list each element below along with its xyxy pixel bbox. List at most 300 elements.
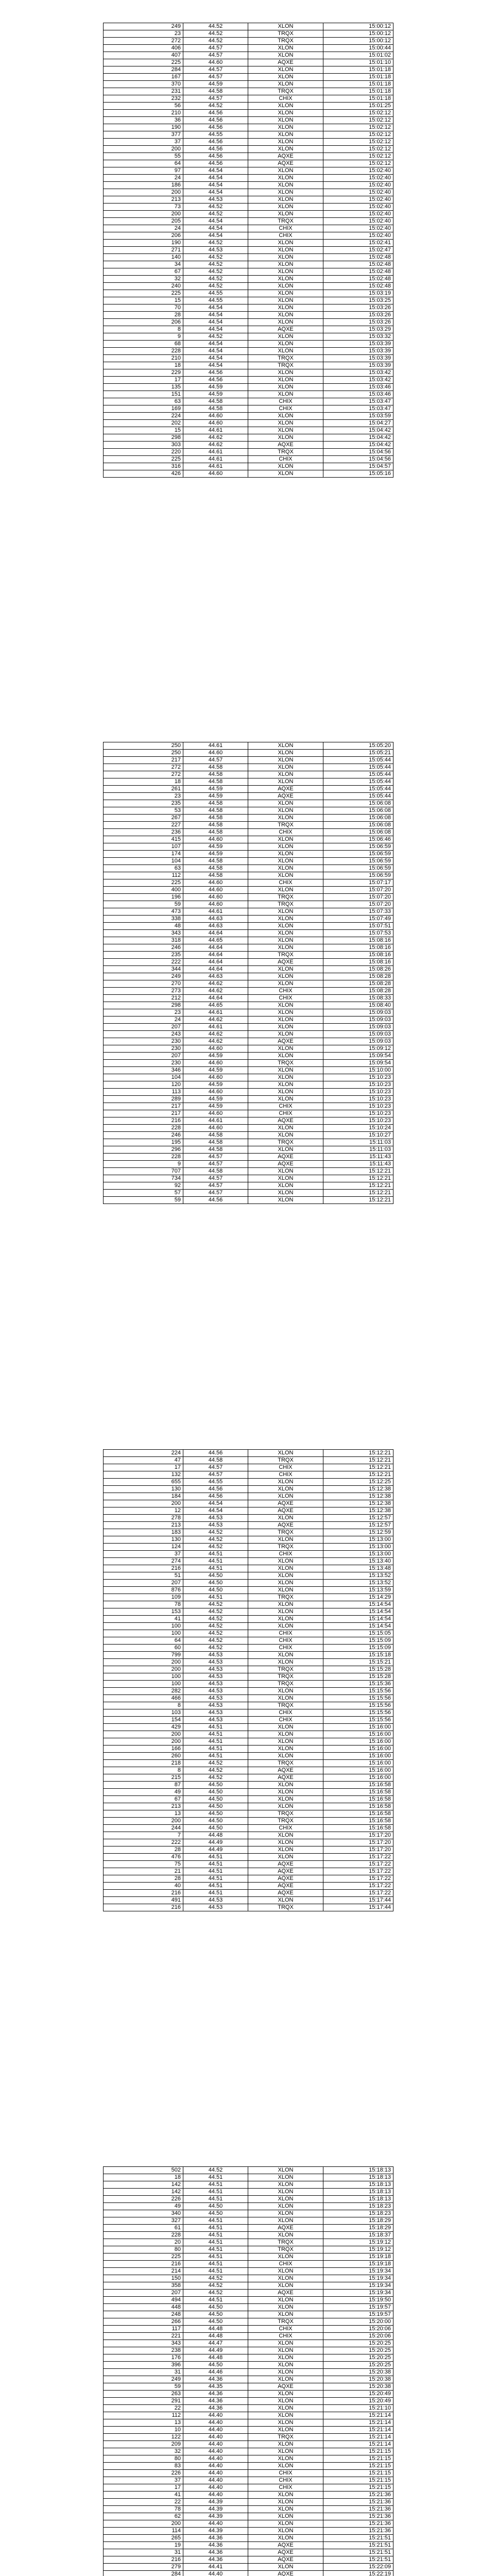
table-row <box>104 2340 393 2347</box>
time-cell: 15:21:14 <box>323 2434 393 2441</box>
table-row <box>104 1702 393 1709</box>
price-cell: 44.50 <box>183 2311 248 2318</box>
time-cell: 15:21:36 <box>323 2492 393 2499</box>
table-row <box>104 815 393 822</box>
time-cell: 15:20:38 <box>323 2369 393 2376</box>
volume-cell: 267 <box>104 815 183 822</box>
venue-cell: AQXE <box>248 1507 323 1515</box>
time-cell: 15:08:28 <box>323 973 393 980</box>
venue-cell: XLON <box>248 966 323 973</box>
volume-cell: 340 <box>104 2210 183 2217</box>
volume-cell: 62 <box>104 2513 183 2520</box>
volume-cell: 225 <box>104 879 183 887</box>
table-row <box>104 2391 393 2398</box>
table-row <box>104 2477 393 2484</box>
venue-cell: XLON <box>248 1009 323 1016</box>
volume-cell: 21 <box>104 1868 183 1875</box>
venue-cell: TRQX <box>248 894 323 901</box>
volume-cell: 8 <box>104 1767 183 1774</box>
venue-cell: XLON <box>248 2275 323 2282</box>
price-cell: 44.53 <box>183 1515 248 1522</box>
time-cell: 15:06:59 <box>323 843 393 851</box>
table-row <box>104 1536 393 1544</box>
time-cell: 15:20:49 <box>323 2398 393 2405</box>
price-cell: 44.51 <box>183 2297 248 2304</box>
volume-cell: 228 <box>104 348 183 355</box>
price-cell: 44.54 <box>183 355 248 362</box>
venue-cell: XLON <box>248 1587 323 1594</box>
price-cell: 44.51 <box>183 2239 248 2246</box>
venue-cell: XLON <box>248 1782 323 1789</box>
table-row <box>104 1818 393 1825</box>
volume-cell: 291 <box>104 2398 183 2405</box>
venue-cell: XLON <box>248 2419 323 2427</box>
time-cell: 15:10:23 <box>323 1074 393 1081</box>
table-row <box>104 851 393 858</box>
volume-cell: 270 <box>104 980 183 988</box>
venue-cell: AQXE <box>248 1890 323 1897</box>
volume-cell: 207 <box>104 1024 183 1031</box>
volume-cell: 200 <box>104 2520 183 2528</box>
table-row <box>104 2556 393 2564</box>
time-cell: 15:17:44 <box>323 1904 393 1911</box>
venue-cell: XLON <box>248 1125 323 1132</box>
time-cell: 15:15:21 <box>323 1659 393 1666</box>
venue-cell: AQXE <box>248 2383 323 2391</box>
table-row <box>104 1717 393 1724</box>
table-row <box>104 937 393 944</box>
venue-cell: XLON <box>248 1197 323 1204</box>
volume-cell: 31 <box>104 2549 183 2556</box>
time-cell: 15:15:36 <box>323 1681 393 1688</box>
time-cell: 15:05:44 <box>323 786 393 793</box>
price-cell: 44.56 <box>183 1197 248 1204</box>
table-row <box>104 377 393 384</box>
volume-cell: 343 <box>104 2340 183 2347</box>
table-row <box>104 1060 393 1067</box>
price-cell: 44.40 <box>183 2434 248 2441</box>
time-cell: 15:02:40 <box>323 175 393 182</box>
price-cell: 44.58 <box>183 1132 248 1139</box>
table-row <box>104 916 393 923</box>
table-row <box>104 1616 393 1623</box>
venue-cell: XLON <box>248 319 323 326</box>
time-cell: 15:04:42 <box>323 427 393 434</box>
table-row <box>104 771 393 778</box>
table-row <box>104 822 393 829</box>
price-cell: 44.58 <box>183 858 248 865</box>
price-cell: 44.57 <box>183 757 248 764</box>
table-row <box>104 1608 393 1616</box>
time-cell: 15:15:18 <box>323 1652 393 1659</box>
volume-cell: 246 <box>104 944 183 952</box>
volume-cell: 238 <box>104 2347 183 2354</box>
volume-cell: 235 <box>104 952 183 959</box>
venue-cell: XLON <box>248 167 323 175</box>
table-row <box>104 1479 393 1486</box>
time-cell: 15:02:48 <box>323 276 393 283</box>
time-cell: 15:10:23 <box>323 1103 393 1110</box>
price-cell: 44.56 <box>183 160 248 167</box>
venue-cell: AQXE <box>248 1868 323 1875</box>
time-cell: 15:03:42 <box>323 369 393 377</box>
volume-cell: 59 <box>104 1197 183 1204</box>
venue-cell: XLON <box>248 1731 323 1738</box>
venue-cell: CHIX <box>248 1645 323 1652</box>
volume-cell: 249 <box>104 23 183 30</box>
table-row <box>104 908 393 916</box>
price-cell: 44.57 <box>183 1471 248 1479</box>
price-cell: 44.56 <box>183 153 248 160</box>
venue-cell: XLON <box>248 764 323 771</box>
table-row <box>104 2506 393 2513</box>
time-cell: 15:15:56 <box>323 1702 393 1709</box>
price-cell: 44.58 <box>183 1139 248 1146</box>
price-cell: 44.54 <box>183 167 248 175</box>
venue-cell: TRQX <box>248 1810 323 1818</box>
table-row <box>104 1760 393 1767</box>
price-cell: 44.50 <box>183 2203 248 2210</box>
venue-cell: AQXE <box>248 59 323 66</box>
volume-cell: 218 <box>104 1760 183 1767</box>
time-cell: 15:06:08 <box>323 822 393 829</box>
venue-cell: XLON <box>248 1016 323 1024</box>
venue-cell: XLON <box>248 290 323 297</box>
venue-cell: XLON <box>248 2506 323 2513</box>
price-cell: 44.53 <box>183 1709 248 1717</box>
time-cell: 15:22:09 <box>323 2564 393 2571</box>
volume-cell: 225 <box>104 290 183 297</box>
price-cell: 44.56 <box>183 110 248 117</box>
time-cell: 15:16:58 <box>323 1818 393 1825</box>
venue-cell: XLON <box>248 1745 323 1753</box>
time-cell: 15:03:26 <box>323 319 393 326</box>
venue-cell: CHIX <box>248 1471 323 1479</box>
volume-cell: 32 <box>104 276 183 283</box>
price-cell: 44.58 <box>183 1168 248 1175</box>
table-row <box>104 1493 393 1500</box>
price-cell: 44.50 <box>183 1580 248 1587</box>
time-cell: 15:05:16 <box>323 470 393 478</box>
trades-table-body <box>104 1450 393 1911</box>
time-cell: 15:01:18 <box>323 66 393 74</box>
price-cell: 44.52 <box>183 1616 248 1623</box>
table-row <box>104 211 393 218</box>
volume-cell: 200 <box>104 189 183 196</box>
price-cell: 44.57 <box>183 1190 248 1197</box>
price-cell: 44.61 <box>183 1024 248 1031</box>
price-cell: 44.61 <box>183 449 248 456</box>
volume-cell: 17 <box>104 2484 183 2492</box>
table-row <box>104 2513 393 2520</box>
price-cell: 44.54 <box>183 218 248 225</box>
table-row <box>104 2304 393 2311</box>
table-row <box>104 2275 393 2282</box>
volume-cell: 221 <box>104 2333 183 2340</box>
table-row <box>104 110 393 117</box>
price-cell: 44.40 <box>183 2419 248 2427</box>
venue-cell: AQXE <box>248 160 323 167</box>
table-row <box>104 175 393 182</box>
venue-cell: TRQX <box>248 1760 323 1767</box>
volume-cell: 18 <box>104 2174 183 2181</box>
table-row <box>104 413 393 420</box>
time-cell: 15:01:02 <box>323 52 393 59</box>
price-cell: 44.50 <box>183 1810 248 1818</box>
venue-cell: XLON <box>248 341 323 348</box>
volume-cell: 200 <box>104 1738 183 1745</box>
table-row <box>104 800 393 807</box>
table-row <box>104 2549 393 2556</box>
venue-cell: XLON <box>248 261 323 268</box>
volume-cell: 343 <box>104 930 183 937</box>
volume-cell: 130 <box>104 1536 183 1544</box>
venue-cell: XLON <box>248 1854 323 1861</box>
venue-cell: XLON <box>248 420 323 427</box>
price-cell: 44.51 <box>183 1890 248 1897</box>
time-cell: 15:05:21 <box>323 750 393 757</box>
price-cell: 44.50 <box>183 1825 248 1832</box>
venue-cell: XLON <box>248 434 323 442</box>
time-cell: 15:14:54 <box>323 1616 393 1623</box>
venue-cell: XLON <box>248 1580 323 1587</box>
volume-cell: 205 <box>104 218 183 225</box>
table-row <box>104 1652 393 1659</box>
trades-table-body <box>104 2167 393 2576</box>
time-cell: 15:02:40 <box>323 211 393 218</box>
venue-cell: TRQX <box>248 2246 323 2253</box>
time-cell: 15:09:03 <box>323 1024 393 1031</box>
time-cell: 15:15:56 <box>323 1709 393 1717</box>
table-row <box>104 1738 393 1745</box>
volume-cell: 37 <box>104 2477 183 2484</box>
price-cell: 44.51 <box>183 2189 248 2196</box>
price-cell: 44.57 <box>183 45 248 52</box>
time-cell: 15:03:19 <box>323 290 393 297</box>
time-cell: 15:16:58 <box>323 1803 393 1810</box>
price-cell: 44.52 <box>183 1760 248 1767</box>
venue-cell: AQXE <box>248 2225 323 2232</box>
volume-cell: 316 <box>104 463 183 470</box>
venue-cell: CHIX <box>248 995 323 1002</box>
venue-cell: XLON <box>248 2196 323 2203</box>
venue-cell: XLON <box>248 304 323 312</box>
time-cell: 15:21:51 <box>323 2556 393 2564</box>
volume-cell: 212 <box>104 995 183 1002</box>
time-cell: 15:06:08 <box>323 800 393 807</box>
volume-cell: 169 <box>104 405 183 413</box>
volume-cell: 57 <box>104 1190 183 1197</box>
time-cell: 15:03:32 <box>323 333 393 341</box>
volume-cell: 23 <box>104 793 183 800</box>
venue-cell: XLON <box>248 204 323 211</box>
price-cell: 44.56 <box>183 377 248 384</box>
price-cell: 44.58 <box>183 771 248 778</box>
table-row <box>104 980 393 988</box>
price-cell: 44.61 <box>183 427 248 434</box>
time-cell: 15:21:15 <box>323 2463 393 2470</box>
time-cell: 15:12:25 <box>323 1479 393 1486</box>
volume-cell: 107 <box>104 843 183 851</box>
volume-cell: 40 <box>104 1883 183 1890</box>
time-cell: 15:02:40 <box>323 189 393 196</box>
table-row <box>104 1897 393 1904</box>
volume-cell: 15 <box>104 427 183 434</box>
price-cell: 44.58 <box>183 1457 248 1464</box>
time-cell: 15:19:57 <box>323 2311 393 2318</box>
price-cell: 44.53 <box>183 1904 248 1911</box>
venue-cell: XLON <box>248 369 323 377</box>
venue-cell: XLON <box>248 1190 323 1197</box>
price-cell: 44.53 <box>183 1897 248 1904</box>
time-cell: 15:09:12 <box>323 1045 393 1053</box>
time-cell: 15:03:39 <box>323 355 393 362</box>
volume-cell: 174 <box>104 851 183 858</box>
volume-cell: 246 <box>104 1132 183 1139</box>
venue-cell: TRQX <box>248 1702 323 1709</box>
venue-cell: TRQX <box>248 2239 323 2246</box>
venue-cell: XLON <box>248 800 323 807</box>
price-cell: 44.60 <box>183 1045 248 1053</box>
time-cell: 15:11:03 <box>323 1139 393 1146</box>
venue-cell: XLON <box>248 1053 323 1060</box>
price-cell: 44.54 <box>183 175 248 182</box>
volume-cell: 244 <box>104 1825 183 1832</box>
table-row <box>104 1673 393 1681</box>
volume-cell: 232 <box>104 95 183 103</box>
time-cell: 15:19:50 <box>323 2297 393 2304</box>
volume-cell: 200 <box>104 1666 183 1673</box>
volume-cell: 8 <box>104 1702 183 1709</box>
table-row <box>104 1623 393 1630</box>
table-row <box>104 449 393 456</box>
volume-cell: 358 <box>104 2282 183 2290</box>
time-cell: 15:06:59 <box>323 858 393 865</box>
time-cell: 15:02:48 <box>323 261 393 268</box>
venue-cell: XLON <box>248 348 323 355</box>
volume-cell: 83 <box>104 2463 183 2470</box>
time-cell: 15:19:34 <box>323 2282 393 2290</box>
table-row <box>104 793 393 800</box>
table-row <box>104 1031 393 1038</box>
volume-cell: 210 <box>104 110 183 117</box>
venue-cell: TRQX <box>248 1904 323 1911</box>
price-cell: 44.40 <box>183 2477 248 2484</box>
table-row <box>104 1168 393 1175</box>
venue-cell: XLON <box>248 1002 323 1009</box>
time-cell: 15:16:58 <box>323 1782 393 1789</box>
time-cell: 15:13:48 <box>323 1565 393 1572</box>
price-cell: 44.51 <box>183 1565 248 1572</box>
volume-cell: 23 <box>104 30 183 38</box>
table-row <box>104 1089 393 1096</box>
time-cell: 15:02:48 <box>323 283 393 290</box>
time-cell: 15:21:15 <box>323 2455 393 2463</box>
venue-cell: XLON <box>248 851 323 858</box>
price-cell: 44.51 <box>183 1724 248 1731</box>
price-cell: 44.58 <box>183 822 248 829</box>
price-cell: 44.62 <box>183 1038 248 1045</box>
table-row <box>104 872 393 879</box>
time-cell: 15:05:44 <box>323 771 393 778</box>
price-cell: 44.55 <box>183 131 248 139</box>
time-cell: 15:19:12 <box>323 2239 393 2246</box>
time-cell: 15:03:39 <box>323 362 393 369</box>
volume-cell: 491 <box>104 1897 183 1904</box>
table-row <box>104 2398 393 2405</box>
volume-cell: 222 <box>104 959 183 966</box>
volume-cell: 113 <box>104 1089 183 1096</box>
table-row <box>104 2492 393 2499</box>
price-cell: 44.50 <box>183 1587 248 1594</box>
venue-cell: TRQX <box>248 218 323 225</box>
volume-cell: 213 <box>104 1522 183 1529</box>
venue-cell: XLON <box>248 2304 323 2311</box>
table-row <box>104 1861 393 1868</box>
time-cell: 15:09:03 <box>323 1038 393 1045</box>
price-cell: 44.36 <box>183 2542 248 2549</box>
venue-cell: XLON <box>248 2347 323 2354</box>
table-row <box>104 1782 393 1789</box>
time-cell: 15:16:00 <box>323 1724 393 1731</box>
venue-cell: CHIX <box>248 95 323 103</box>
venue-cell: XLON <box>248 2340 323 2347</box>
venue-cell: XLON <box>248 175 323 182</box>
volume-cell: 217 <box>104 757 183 764</box>
time-cell: 15:19:57 <box>323 2304 393 2311</box>
time-cell: 15:00:12 <box>323 30 393 38</box>
volume-cell: 124 <box>104 1544 183 1551</box>
volume-cell: 184 <box>104 1493 183 1500</box>
price-cell: 44.52 <box>183 204 248 211</box>
volume-cell: 227 <box>104 822 183 829</box>
venue-cell: XLON <box>248 2232 323 2239</box>
table-row <box>104 1544 393 1551</box>
table-row <box>104 995 393 1002</box>
volume-cell: 100 <box>104 1630 183 1637</box>
table-row <box>104 2290 393 2297</box>
venue-cell: AQXE <box>248 1500 323 1507</box>
price-cell: 44.58 <box>183 398 248 405</box>
time-cell: 15:12:21 <box>323 1464 393 1471</box>
volume-cell: 230 <box>104 1060 183 1067</box>
price-cell: 44.52 <box>183 276 248 283</box>
table-row <box>104 254 393 261</box>
time-cell: 15:02:48 <box>323 268 393 276</box>
time-cell: 15:21:51 <box>323 2549 393 2556</box>
price-cell: 44.53 <box>183 196 248 204</box>
table-row <box>104 261 393 268</box>
table-row <box>104 23 393 30</box>
volume-cell: 273 <box>104 988 183 995</box>
venue-cell: XLON <box>248 887 323 894</box>
venue-cell: AQXE <box>248 2549 323 2556</box>
table-row <box>104 326 393 333</box>
price-cell: 44.57 <box>183 52 248 59</box>
venue-cell: XLON <box>248 427 323 434</box>
trades-table-1 <box>103 23 393 478</box>
price-cell: 44.58 <box>183 807 248 815</box>
price-cell: 44.59 <box>183 786 248 793</box>
volume-cell: 224 <box>104 1450 183 1457</box>
price-cell: 44.59 <box>183 1081 248 1089</box>
volume-cell: 97 <box>104 167 183 175</box>
volume-cell: 228 <box>104 2232 183 2239</box>
volume-cell: 109 <box>104 1594 183 1601</box>
price-cell: 44.58 <box>183 88 248 95</box>
price-cell: 44.59 <box>183 1096 248 1103</box>
price-cell: 44.59 <box>183 851 248 858</box>
